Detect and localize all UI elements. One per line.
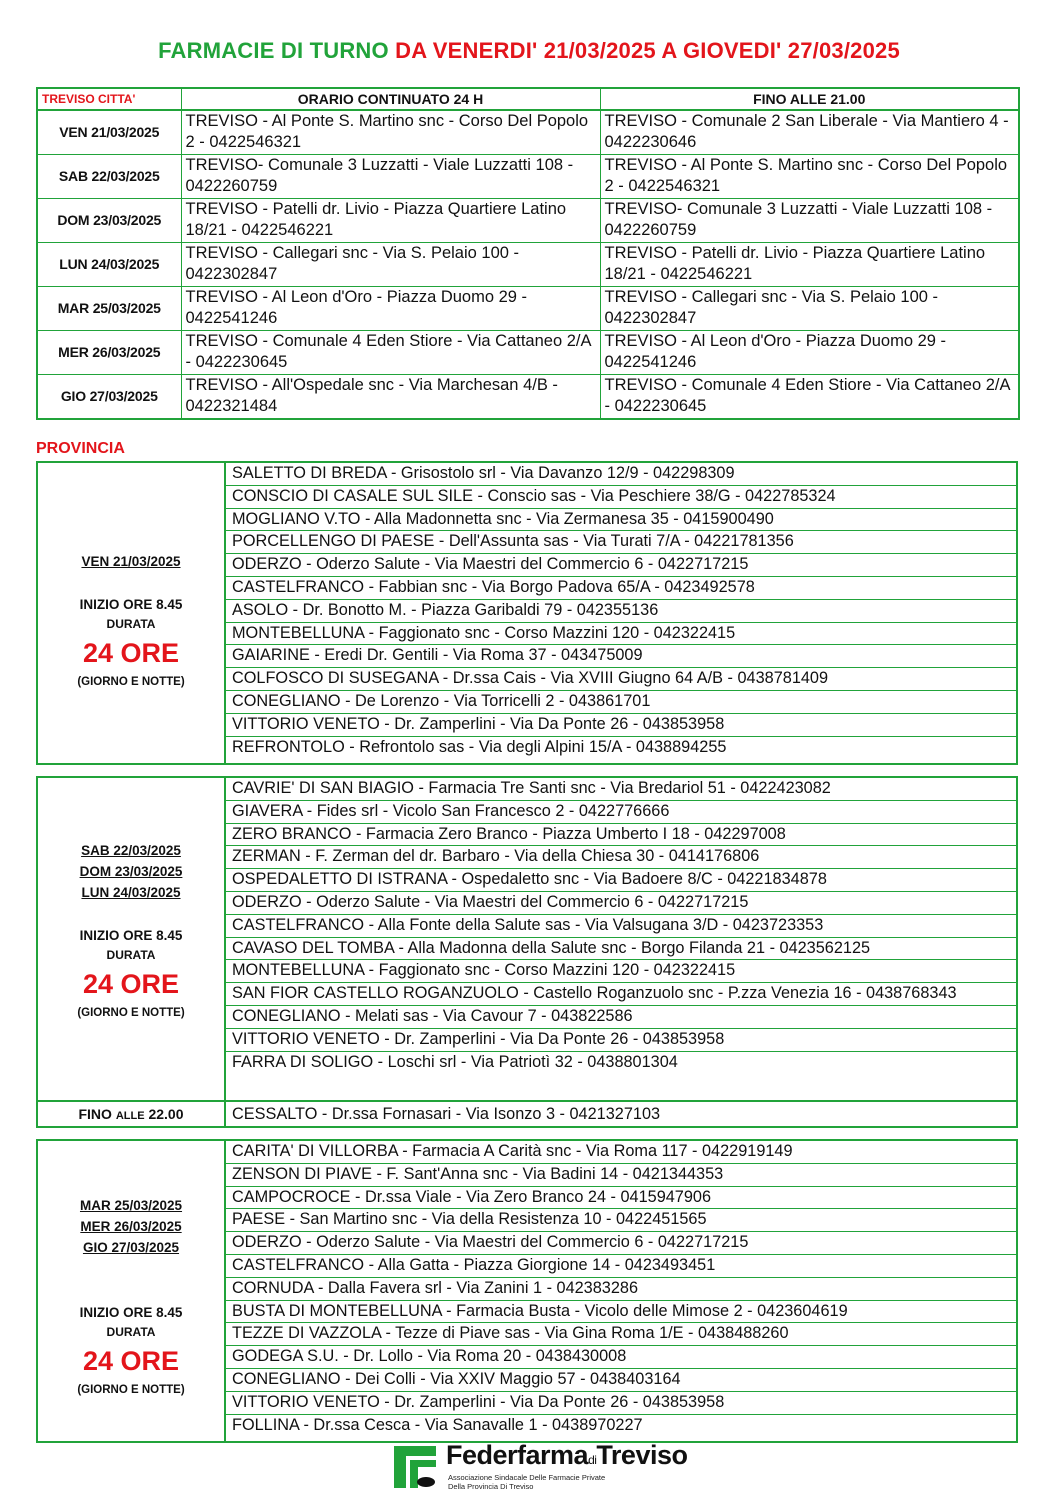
ore-label: 24 ORE	[82, 969, 180, 999]
entry-details: - Alla Madonnetta snc - Via Zermanesa 35 - 0415900490	[360, 509, 774, 528]
block-left-panel	[38, 463, 226, 763]
entry-place: CESSALTO	[232, 1105, 318, 1123]
entry-place: PAESE	[232, 1210, 286, 1229]
pharmacy-list	[226, 1141, 1016, 1436]
federfarma-logo-icon	[392, 1444, 438, 1490]
entry-place: VITTORIO VENETO	[232, 1392, 380, 1411]
pharmacy-entry	[226, 846, 1016, 869]
logo-subtitle-line2: Della Provincia Di Treviso	[448, 1482, 534, 1491]
pharmacy-entry	[226, 691, 1016, 714]
block-date: MER 26/03/2025	[80, 1219, 182, 1234]
entry-place: CASTELFRANCO	[232, 1255, 365, 1274]
entry-place: GODEGA S.U.	[232, 1347, 339, 1366]
entry-details: - Castello Roganzuolo snc - P.zza Venezia 16 - 0438768343	[518, 984, 957, 1003]
pharmacy-entry	[226, 983, 1016, 1006]
city-day: SAB 22/03/2025	[37, 155, 181, 199]
city-24h-cell: TREVISO - Callegari snc - Via S. Pelaio 100 - 0422302847	[181, 243, 600, 287]
pharmacy-entry	[226, 1301, 1016, 1324]
giorno-notte-label: (GIORNO E NOTTE)	[77, 1007, 185, 1019]
fino-22-row	[38, 1100, 1016, 1126]
durata-label: DURATA	[106, 1325, 156, 1339]
pharmacy-entry	[226, 1164, 1016, 1187]
header-treviso-citta: TREVISO CITTA'	[37, 88, 181, 110]
entry-details: - Dr. Lollo - Via Roma 20 - 0438430008	[338, 1347, 627, 1366]
pharmacy-entry	[226, 824, 1016, 847]
block-left-panel	[38, 778, 226, 1100]
pharmacy-entry	[226, 1323, 1016, 1346]
entry-details: - Farmacia Tre Santi snc - Via Bredariol 51 - 0422423082	[413, 779, 831, 797]
entry-details: - De Lorenzo - Via Torricelli 2 - 043861701	[340, 691, 651, 710]
city-21-cell: TREVISO - Comunale 2 San Liberale - Via Mantiero 4 - 0422230646	[600, 110, 1019, 155]
entry-details: - Dr.ssa Fornasari - Via Isonzo 3 - 0421327103	[317, 1105, 661, 1123]
city-21-cell: TREVISO - Patelli dr. Livio - Piazza Quartiere Latino 18/21 - 0422546221	[600, 243, 1019, 287]
entry-details: - Dr.ssa Viale - Via Zero Branco 24 - 0415947906	[350, 1187, 712, 1206]
federfarma-logo	[392, 1440, 692, 1494]
entry-place: ODERZO	[232, 892, 302, 911]
pharmacy-entry	[226, 1232, 1016, 1255]
city-row	[37, 110, 1019, 155]
entry-place: ZERMAN	[232, 847, 301, 866]
title-part2: DA VENERDI' 21/03/2025 A GIOVEDI' 27/03/2025	[395, 38, 900, 63]
entry-place: CASTELFRANCO	[232, 577, 365, 596]
page-title	[0, 38, 1058, 64]
city-row	[37, 243, 1019, 287]
pharmacy-list	[226, 778, 1016, 1073]
city-day: GIO 27/03/2025	[37, 375, 181, 420]
entry-place: PORCELLENGO DI PAESE	[232, 532, 435, 551]
pharmacy-entry	[226, 915, 1016, 938]
entry-place: CASTELFRANCO	[232, 915, 365, 934]
entry-details: - Oderzo Salute - Via Maestri del Commercio 6 - 0422717215	[301, 892, 749, 911]
entry-place: TEZZE DI VAZZOLA	[232, 1324, 381, 1343]
entry-place: VITTORIO VENETO	[232, 1029, 380, 1048]
entry-place: MOGLIANO V.TO	[232, 509, 361, 528]
title-part1: FARMACIE DI TURNO	[158, 38, 389, 63]
entry-details: - Faggionato snc - Corso Mazzini 120 - 042322415	[364, 961, 736, 980]
entry-place: GIAVERA	[232, 801, 303, 820]
city-21-cell: TREVISO - Al Leon d'Oro - Piazza Duomo 29 - 0422541246	[600, 331, 1019, 375]
pharmacy-entry	[226, 938, 1016, 961]
city-24h-cell: TREVISO - All'Ospedale snc - Via Marchesan 4/B - 0422321484	[181, 375, 600, 420]
inizio-label: INIZIO ORE 8.45	[79, 1305, 183, 1320]
entry-details: - Fides srl - Vicolo San Francesco 2 - 0422776666	[302, 801, 670, 820]
pharmacy-entry	[226, 531, 1016, 554]
entry-place: ASOLO	[232, 600, 289, 619]
entry-details: - Alla Fonte della Salute sas - Via Valsugana 3/D - 0423723353	[364, 915, 824, 934]
entry-details: - Dr. Zamperlini - Via Da Ponte 26 - 043853958	[379, 1029, 725, 1048]
entry-place: REFRONTOLO	[232, 737, 345, 756]
pharmacy-entry	[226, 1187, 1016, 1210]
city-row	[37, 331, 1019, 375]
provincia-block-1	[36, 461, 1018, 765]
pharmacy-entry	[226, 509, 1016, 532]
provincia-block-2	[36, 776, 1018, 1128]
city-24h-cell: TREVISO - Al Leon d'Oro - Piazza Duomo 29 - 0422541246	[181, 287, 600, 331]
entry-details: - Alla Gatta - Piazza Giorgione 14 - 0423493451	[364, 1255, 716, 1274]
entry-place: GAIARINE	[232, 646, 310, 665]
entry-place: BUSTA DI MONTEBELLUNA	[232, 1301, 442, 1320]
logo-name	[446, 1440, 687, 1471]
pharmacy-entry	[226, 463, 1016, 486]
giorno-notte-label: (GIORNO E NOTTE)	[77, 1384, 185, 1396]
entry-details: - Alla Madonna della Salute snc - Borgo Filanda 21 - 0423562125	[393, 938, 871, 957]
city-row	[37, 375, 1019, 420]
fino-22-entry	[232, 1102, 660, 1126]
pharmacy-entry	[226, 1415, 1016, 1437]
entry-details: - Refrontolo sas - Via degli Alpini 15/A - 0438894255	[344, 737, 727, 756]
durata-label: DURATA	[106, 948, 156, 962]
giorno-notte-label: (GIORNO E NOTTE)	[77, 676, 185, 688]
pharmacy-entry	[226, 668, 1016, 691]
entry-details: - Melati sas - Via Cavour 7 - 043822586	[340, 1006, 633, 1025]
inizio-label: INIZIO ORE 8.45	[79, 597, 183, 612]
pharmacy-entry	[226, 1369, 1016, 1392]
entry-place: ODERZO	[232, 1233, 302, 1252]
entry-details: - Dell'Assunta sas - Via Turati 7/A - 04221781356	[434, 532, 794, 551]
entry-place: COLFOSCO DI SUSEGANA	[232, 669, 439, 688]
entry-details: - Dr. Bonotto M. - Piazza Garibaldi 79 - 042355136	[288, 600, 659, 619]
block-left-panel	[38, 1141, 226, 1441]
pharmacy-entry	[226, 869, 1016, 892]
pharmacy-entry	[226, 778, 1016, 801]
entry-details: - Faggionato snc - Corso Mazzini 120 - 042322415	[364, 623, 736, 642]
logo-name-a: Federfarma	[446, 1440, 589, 1470]
fino-22-label	[38, 1102, 226, 1126]
durata-label: DURATA	[106, 617, 156, 631]
logo-subtitle-line1: Associazione Sindacale Delle Farmacie Private	[448, 1473, 606, 1482]
pharmacy-entry	[226, 892, 1016, 915]
entry-place: FOLLINA	[232, 1415, 299, 1434]
ore-label: 24 ORE	[82, 638, 180, 668]
provincia-label: PROVINCIA	[36, 440, 125, 457]
header-fino-21: FINO ALLE 21.00	[600, 88, 1019, 110]
city-21-cell: TREVISO- Comunale 3 Luzzatti - Viale Luzzatti 108 - 0422260759	[600, 199, 1019, 243]
entry-details: - F. Zerman del dr. Barbaro - Via della Chiesa 30 - 0414176806	[300, 847, 760, 866]
entry-place: CONEGLIANO	[232, 1006, 341, 1025]
city-24h-cell: TREVISO - Comunale 4 Eden Stiore - Via Cattaneo 2/A - 0422230645	[181, 331, 600, 375]
pharmacy-entry	[226, 554, 1016, 577]
entry-place: CARITA' DI VILLORBA	[232, 1142, 398, 1160]
pharmacy-entry	[226, 1052, 1016, 1074]
fino-time: 22.00	[148, 1106, 184, 1122]
pharmacy-entry	[226, 714, 1016, 737]
city-row	[37, 287, 1019, 331]
block-dates	[38, 551, 224, 572]
entry-details: - Ospedaletto snc - Via Badoere 8/C - 04221834878	[447, 870, 827, 889]
city-header-row	[37, 88, 1019, 110]
entry-place: CAVASO DEL TOMBA	[232, 938, 394, 957]
entry-details: - San Martino snc - Via della Resistenza 10 - 0422451565	[285, 1210, 707, 1229]
city-day: MAR 25/03/2025	[37, 287, 181, 331]
city-24h-cell: TREVISO- Comunale 3 Luzzatti - Viale Luzzatti 108 - 0422260759	[181, 155, 600, 199]
entry-details: - Farmacia Zero Branco - Piazza Umberto I 18 - 042297008	[351, 824, 786, 843]
entry-place: CONEGLIANO	[232, 691, 341, 710]
entry-place: MONTEBELLUNA	[232, 623, 365, 642]
pharmacy-entry	[226, 960, 1016, 983]
inizio-label: INIZIO ORE 8.45	[79, 928, 183, 943]
entry-place: ZENSON DI PIAVE	[232, 1164, 372, 1183]
fino-word: FINO	[78, 1106, 112, 1122]
entry-place: CONEGLIANO	[232, 1369, 341, 1388]
entry-details: - Farmacia Busta - Vicolo delle Mimose 2 - 0423604619	[441, 1301, 848, 1320]
block-date: VEN 21/03/2025	[81, 554, 181, 569]
entry-details: - Oderzo Salute - Via Maestri del Commercio 6 - 0422717215	[301, 555, 749, 574]
entry-place: OSPEDALETTO DI ISTRANA	[232, 870, 448, 889]
city-row	[37, 199, 1019, 243]
pharmacy-entry	[226, 1255, 1016, 1278]
entry-details: - Dr. Zamperlini - Via Da Ponte 26 - 043853958	[379, 714, 725, 733]
pharmacy-entry	[226, 486, 1016, 509]
entry-place: ODERZO	[232, 555, 302, 574]
block-date: LUN 24/03/2025	[81, 885, 181, 900]
entry-details: - Tezze di Piave sas - Via Gina Roma 1/E - 0438488260	[380, 1324, 789, 1343]
pharmacy-entry	[226, 1141, 1016, 1164]
entry-place: SALETTO DI BREDA	[232, 464, 387, 482]
block-date: MAR 25/03/2025	[79, 1198, 183, 1213]
city-day: LUN 24/03/2025	[37, 243, 181, 287]
block-date: GIO 27/03/2025	[82, 1240, 180, 1255]
entry-details: - Fabbian snc - Via Borgo Padova 65/A - 0423492578	[364, 577, 755, 596]
city-21-cell: TREVISO - Al Ponte S. Martino snc - Corso Del Popolo 2 - 0422546321	[600, 155, 1019, 199]
city-21-cell: TREVISO - Callegari snc - Via S. Pelaio 100 - 0422302847	[600, 287, 1019, 331]
city-24h-cell: TREVISO - Patelli dr. Livio - Piazza Quartiere Latino 18/21 - 0422546221	[181, 199, 600, 243]
entry-details: - Dr. Zamperlini - Via Da Ponte 26 - 043853958	[379, 1392, 725, 1411]
city-day: DOM 23/03/2025	[37, 199, 181, 243]
pharmacy-entry	[226, 1209, 1016, 1232]
entry-details: - Oderzo Salute - Via Maestri del Commercio 6 - 0422717215	[301, 1233, 749, 1252]
city-day: VEN 21/03/2025	[37, 110, 181, 155]
pharmacy-entry	[226, 577, 1016, 600]
pharmacy-entry	[226, 1006, 1016, 1029]
entry-details: - Dr.ssa Cesca - Via Sanavalle 1 - 0438970227	[298, 1415, 643, 1434]
pharmacy-entry	[226, 645, 1016, 668]
pharmacy-entry	[226, 1278, 1016, 1301]
city-21-cell: TREVISO - Comunale 4 Eden Stiore - Via Cattaneo 2/A - 0422230645	[600, 375, 1019, 420]
alle-word: ALLE	[115, 1110, 145, 1122]
entry-details: - Dei Colli - Via XXIV Maggio 57 - 0438403164	[340, 1369, 681, 1388]
entry-place: VITTORIO VENETO	[232, 714, 380, 733]
ore-label: 24 ORE	[82, 1346, 180, 1376]
logo-name-di: di	[588, 1453, 597, 1467]
entry-details: - Farmacia A Carità snc - Via Roma 117 - 0422919149	[397, 1142, 793, 1160]
pharmacy-list	[226, 463, 1016, 758]
pharmacy-entry	[226, 623, 1016, 646]
entry-place: MONTEBELLUNA	[232, 961, 365, 980]
entry-place: CAMPOCROCE	[232, 1187, 351, 1206]
logo-name-b: Treviso	[596, 1440, 688, 1470]
entry-place: ZERO BRANCO	[232, 824, 352, 843]
entry-details: - Dr.ssa Cais - Via XVIII Giugno 64 A/B - 0438781409	[438, 669, 829, 688]
pharmacy-entry	[226, 1346, 1016, 1369]
block-date: SAB 22/03/2025	[81, 843, 181, 858]
provincia-block-3	[36, 1139, 1018, 1443]
block-dates	[38, 1195, 224, 1258]
city-day: MER 26/03/2025	[37, 331, 181, 375]
entry-place: CORNUDA	[232, 1278, 314, 1297]
pharmacy-entry	[226, 1029, 1016, 1052]
treviso-city-table	[36, 87, 1020, 420]
pharmacy-entry	[226, 801, 1016, 824]
pharmacy-entry	[226, 737, 1016, 759]
pharmacy-entry	[226, 1392, 1016, 1415]
block-date: DOM 23/03/2025	[79, 864, 183, 879]
block-dates	[38, 840, 224, 903]
entry-details: - Grisostolo srl - Via Davanzo 12/9 - 042298309	[386, 464, 735, 482]
entry-details: - Dalla Favera srl - Via Zanini 1 - 042383286	[313, 1278, 639, 1297]
header-orario-24h: ORARIO CONTINUATO 24 H	[181, 88, 600, 110]
pharmacy-entry	[226, 600, 1016, 623]
entry-details: - Conscio sas - Via Peschiere 38/G - 0422785324	[472, 486, 836, 505]
entry-details: - F. Sant'Anna snc - Via Badini 14 - 0421344353	[371, 1164, 724, 1183]
entry-details: - Loschi srl - Via Patriotì 32 - 0438801304	[373, 1052, 678, 1071]
logo-subtitle	[448, 1473, 605, 1491]
entry-place: CAVRIE' DI SAN BIAGIO	[232, 779, 414, 797]
entry-details: - Eredi Dr. Gentili - Via Roma 37 - 043475009	[309, 646, 643, 665]
entry-place: CONSCIO DI CASALE SUL SILE	[232, 486, 473, 505]
city-row	[37, 155, 1019, 199]
entry-place: SAN FIOR CASTELLO ROGANZUOLO	[232, 984, 519, 1003]
entry-place: FARRA DI SOLIGO	[232, 1052, 374, 1071]
city-24h-cell: TREVISO - Al Ponte S. Martino snc - Corso Del Popolo 2 - 0422546321	[181, 110, 600, 155]
